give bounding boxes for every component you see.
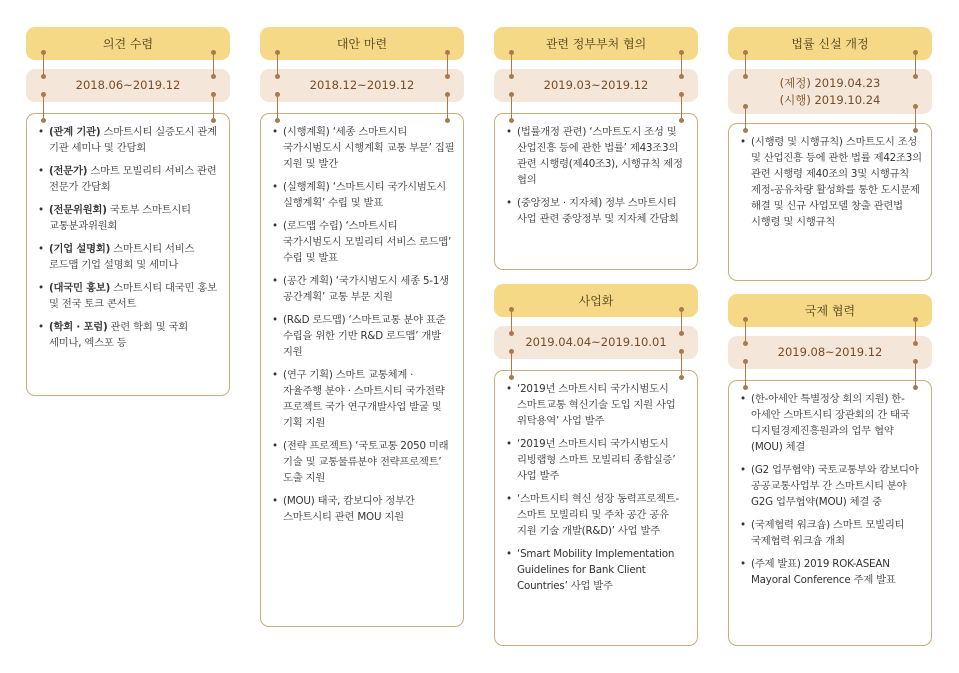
item-lead: (관계 기관)	[49, 126, 101, 138]
item-text: (MOU) 태국, 캄보디아 정부간 스마트시티 관련 MOU 지원	[283, 495, 415, 523]
item-lead: (전문위원회)	[49, 204, 107, 216]
list-item	[739, 134, 923, 230]
connector-dot	[743, 104, 748, 109]
connector-line	[213, 94, 214, 120]
list-item	[37, 124, 221, 156]
date-line: 2019.08~2019.12	[777, 345, 883, 359]
connector-dot	[445, 118, 450, 123]
connector-line	[511, 52, 512, 76]
connector-line	[511, 351, 512, 377]
item-text: 스마트 모빌리티 서비스 관련 전문가 간담회	[49, 165, 217, 193]
connector-line	[277, 52, 278, 76]
item-text: (연구 기획) 스마트 교통체계 · 자율주행 분야 · 스마트시티 국가전략 프로젝트 국가 연구개발사업 발굴 및 기획 지원	[283, 369, 445, 429]
connector-dot	[445, 74, 450, 79]
connector-line	[511, 94, 512, 120]
connector-dot	[275, 118, 280, 123]
connector-dot	[509, 331, 514, 336]
connector-line	[681, 94, 682, 120]
item-text: (공간 계획) ‘국가시범도시 세종 5-1생 공간계획’ 교통 부문 지원	[283, 275, 449, 303]
connector-dot	[445, 50, 450, 55]
stage-header: 의견 수렴	[26, 27, 230, 60]
connector-dot	[211, 92, 216, 97]
connector-line	[915, 361, 916, 387]
list-item	[37, 163, 221, 195]
connector-line	[745, 52, 746, 76]
connector-line	[745, 319, 746, 343]
connector-dot	[211, 50, 216, 55]
list-item	[271, 124, 455, 172]
connector-dot	[275, 74, 280, 79]
date-line: (시행) 2019.10.24	[779, 92, 881, 107]
connector-dot	[679, 375, 684, 380]
item-lead: (학회 · 포럼)	[49, 321, 108, 333]
item-text: (법률개정 관련) ‘스마트도시 조성 및 산업진흥 등에 관한 법률’ 제43조3의 관련 시행령(제40조3), 시행규칙 제정 협의	[517, 126, 683, 186]
connector-dot	[445, 92, 450, 97]
connector-line	[681, 309, 682, 333]
connector-dot	[41, 118, 46, 123]
list-item	[37, 241, 221, 273]
connector-dot	[41, 74, 46, 79]
list-item	[505, 436, 689, 484]
stage-date	[26, 69, 230, 102]
item-text: (로드맵 수립) ‘스마트시티 국가시범도시 모빌리티 서비스 로드맵’ 수립 및 발표	[283, 220, 452, 264]
list-item	[37, 202, 221, 234]
item-text: (중앙정보 · 지자체) 정부 스마트시티 사업 관련 중앙정부 및 지자체 간담회	[517, 197, 679, 225]
connector-dot	[679, 349, 684, 354]
item-text: (한-아세안 특별정상 회의 지원) 한-아세안 스마트시티 장관회의 간 태국 디지털경제진흥원과의 업무 협약(MOU) 체결	[751, 393, 910, 453]
list-item	[505, 546, 689, 594]
connector-dot	[275, 50, 280, 55]
item-text: (R&D 로드맵) ‘스마트교통 분야 표준 수립을 위한 기반 R&D 로드맵’ 개발 지원	[283, 314, 446, 358]
stage-items	[728, 123, 932, 281]
connector-dot	[41, 92, 46, 97]
connector-dot	[913, 385, 918, 390]
connector-dot	[679, 74, 684, 79]
connector-dot	[743, 341, 748, 346]
date-line: 2019.04.04~2019.10.01	[525, 335, 667, 349]
item-lead: (전문가)	[49, 165, 88, 177]
item-text: (시행계획) ‘세종 스마트시티 국가시범도시 시행계획 교통 부문’ 집필 지원 및 발간	[283, 126, 455, 170]
connector-dot	[913, 359, 918, 364]
connector-line	[43, 52, 44, 76]
list-item	[271, 367, 455, 431]
stage-date	[494, 326, 698, 359]
list-item	[271, 273, 455, 305]
stage-header: 사업화	[494, 284, 698, 317]
item-text: (시행령 및 시행규칙) 스마트도시 조성 및 산업진흥 등에 관한 법률 제42조3의 관련 시행령 제40조의 3및 시행규칙 제정-공유차량 활성화를 통한 도시문제 해결 및 신규 사업모델 창출 관련법 시행령 및 시행규칙	[751, 136, 922, 228]
connector-dot	[743, 128, 748, 133]
list-item	[505, 195, 689, 227]
item-text: 스마트시티 실증도시 관계 기관 세미나 및 간담회	[49, 126, 217, 154]
connector-dot	[679, 118, 684, 123]
connector-dot	[275, 92, 280, 97]
stage-header: 대안 마련	[260, 27, 464, 60]
list-item	[271, 493, 455, 525]
list-item	[739, 391, 923, 455]
list-item	[505, 491, 689, 539]
connector-line	[213, 52, 214, 76]
list-item	[505, 381, 689, 429]
connector-dot	[913, 317, 918, 322]
connector-dot	[509, 307, 514, 312]
item-text: ‘2019년 스마트시티 국가시범도시 리빙랩형 스마트 모빌리티 종합실증’ 사업 발주	[517, 438, 676, 482]
connector-dot	[41, 50, 46, 55]
stage-date	[728, 336, 932, 369]
stage-items	[260, 113, 464, 627]
connector-dot	[913, 341, 918, 346]
connector-dot	[679, 307, 684, 312]
connector-dot	[913, 128, 918, 133]
list-item	[271, 312, 455, 360]
stage-items	[26, 113, 230, 396]
connector-dot	[913, 104, 918, 109]
stage-items	[494, 370, 698, 646]
item-text: (주제 발표) 2019 ROK-ASEAN Mayoral Conference 주제 발표	[751, 558, 896, 586]
list-item	[271, 218, 455, 266]
connector-dot	[743, 74, 748, 79]
list-item	[739, 462, 923, 510]
connector-dot	[509, 50, 514, 55]
list-item	[739, 556, 923, 588]
connector-dot	[743, 317, 748, 322]
connector-dot	[679, 92, 684, 97]
item-text: 스마트시티 대국민 홍보 및 전국 토크 콘서트	[49, 282, 217, 310]
date-line: 2018.12~2019.12	[309, 78, 415, 92]
list-item	[271, 179, 455, 211]
item-lead: (대국민 홍보)	[49, 282, 111, 294]
connector-dot	[913, 50, 918, 55]
connector-dot	[509, 349, 514, 354]
connector-dot	[743, 50, 748, 55]
item-text: 관련 학회 및 국회 세미나, 엑스포 등	[49, 321, 189, 349]
list-item	[37, 280, 221, 312]
stage-header: 법률 신설 개정	[728, 27, 932, 60]
stage-date	[260, 69, 464, 102]
item-text: (전략 프로젝트) ‘국토교통 2050 미래 기술 및 교통물류분야 전략프로젝트’ 도출 지원	[283, 440, 449, 484]
connector-line	[447, 94, 448, 120]
connector-line	[745, 106, 746, 130]
list-item	[271, 438, 455, 486]
item-text: 국토부 스마트시티 교통분과위원회	[49, 204, 191, 232]
item-text: (G2 업무협약) 국토교통부와 캄보디아 공공교통사업부 간 스마트시티 분야 G2G 업무협약(MOU) 체결 중	[751, 464, 919, 508]
connector-line	[745, 361, 746, 387]
connector-dot	[211, 74, 216, 79]
connector-line	[915, 106, 916, 130]
connector-dot	[679, 50, 684, 55]
connector-line	[915, 52, 916, 76]
stage-items	[494, 113, 698, 270]
connector-line	[447, 52, 448, 76]
stage-header: 관련 정부부처 협의	[494, 27, 698, 60]
item-text: ‘스마트시티 혁신 성장 동력프로젝트-스마트 모빌리티 및 주차 공간 공유 지원 기술 개발(R&D)’ 사업 발주	[517, 493, 680, 537]
stage-date	[494, 69, 698, 102]
connector-dot	[211, 118, 216, 123]
list-item	[37, 319, 221, 351]
connector-line	[277, 94, 278, 120]
item-text: ‘2019년 스마트시티 국가시범도시 스마트교통 혁신기술 도입 지원 사업 위탁용역’ 사업 발주	[517, 383, 676, 427]
connector-line	[681, 52, 682, 76]
connector-dot	[743, 385, 748, 390]
connector-dot	[509, 74, 514, 79]
date-line: (제정) 2019.04.23	[779, 75, 881, 90]
connector-line	[915, 319, 916, 343]
item-text: 스마트시티 서비스 로드맵 기업 설명회 및 세미나	[49, 243, 195, 271]
stage-header: 국제 협력	[728, 294, 932, 327]
list-item	[739, 517, 923, 549]
stage-items	[728, 380, 932, 646]
item-lead: (기업 설명회)	[49, 243, 111, 255]
item-text: ‘Smart Mobility Implementation Guidelines for Bank Client Countries’ 사업 발주	[517, 548, 675, 592]
item-text: (국제협력 워크숍) 스마트 모빌리티 국제협력 워크숍 개최	[751, 519, 905, 547]
date-line: 2018.06~2019.12	[75, 78, 181, 92]
connector-dot	[509, 375, 514, 380]
date-line: 2019.03~2019.12	[543, 78, 649, 92]
list-item	[505, 124, 689, 188]
connector-line	[511, 309, 512, 333]
item-text: (실행계획) ‘스마트시티 국가시범도시 실행계획’ 수립 및 발표	[283, 181, 447, 209]
connector-line	[681, 351, 682, 377]
stage-date	[728, 69, 932, 114]
connector-dot	[679, 331, 684, 336]
connector-dot	[509, 92, 514, 97]
connector-dot	[743, 359, 748, 364]
connector-dot	[509, 118, 514, 123]
connector-line	[43, 94, 44, 120]
connector-dot	[913, 74, 918, 79]
